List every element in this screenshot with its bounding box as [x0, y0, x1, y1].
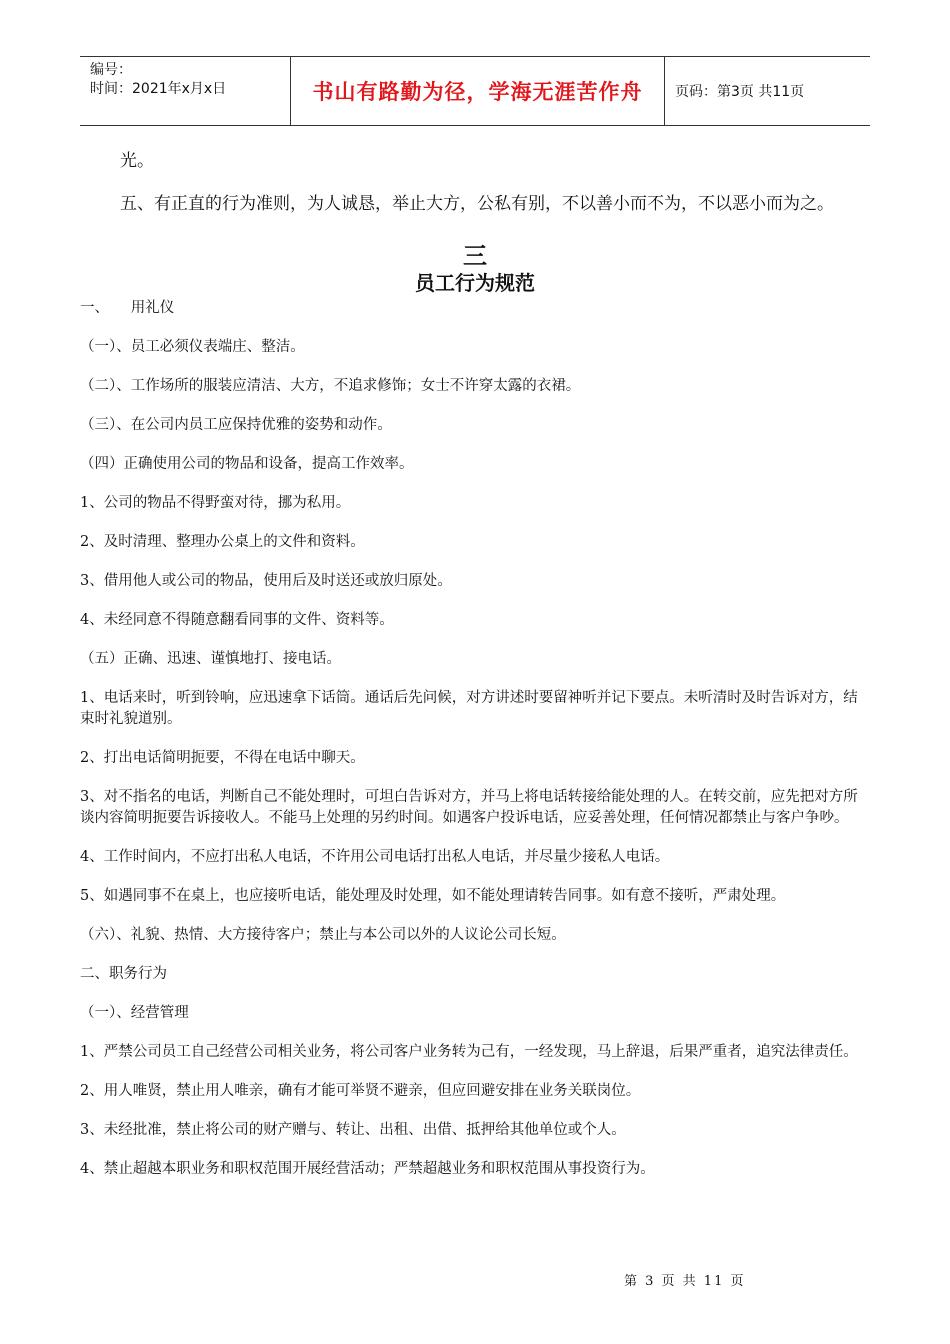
serial-label: 编号： [90, 62, 132, 78]
paragraph-list [80, 298, 870, 1180]
paragraph: 2、及时清理、整理办公桌上的文件和资料。 [80, 534, 365, 550]
paragraph: 一、 用礼仪 [80, 300, 175, 316]
paragraph: （五）正确、迅速、谨慎地打、接电话。 [80, 651, 341, 667]
paragraph: 2、打出电话简明扼要，不得在电话中聊天。 [80, 750, 365, 766]
paragraph: 1、公司的物品不得野蛮对待，挪为私用。 [80, 495, 351, 511]
paragraph: 1、电话来时，听到铃响，应迅速拿下话筒。通话后先问候，对方讲述时要留神听并记下要点。未听清时及时告诉对方，结束时礼貌道别。 [80, 690, 858, 727]
section-number: 三 [463, 242, 487, 270]
paragraph: （三）、在公司内员工应保持优雅的姿势和动作。 [80, 417, 392, 433]
paragraph: （一）、经营管理 [80, 1005, 189, 1021]
header-motto: 书山有路勤为径，学海无涯苦作舟 [291, 57, 665, 125]
paragraph: 1、严禁公司员工自己经营公司相关业务，将公司客户业务转为己有，一经发现，马上辞退，后果严重者，追究法律责任。 [80, 1044, 858, 1060]
paragraph: 4、工作时间内，不应打出私人电话，不许用公司电话打出私人电话，并尽量少接私人电话。 [80, 849, 670, 865]
section-title: 员工行为规范 [415, 271, 535, 295]
page-header [80, 56, 870, 126]
paragraph: （二）、工作场所的服装应清洁、大方，不追求修饰；女士不许穿太露的衣裙。 [80, 378, 581, 394]
paragraph: 3、对不指名的电话，判断自己不能处理时，可坦白告诉对方，并马上将电话转接给能处理的人。在转交前，应先把对方所谈内容简明扼要告诉接收人。不能马上处理的另约时间。如遇客户投诉电话，应妥善处理，任何情况都禁止与客户争吵。 [80, 789, 858, 826]
paragraph: 3、借用他人或公司的物品，使用后及时送还或放归原处。 [80, 573, 452, 589]
paragraph: （四）正确使用公司的物品和设备，提高工作效率。 [80, 456, 414, 472]
time-label: 时间：2021年x月x日 [90, 81, 227, 97]
intro-line-2: 五、有正直的行为准则，为人诚恳，举止大方，公私有别，不以善小而不为，不以恶小而为之。 [120, 194, 834, 214]
header-page-label: 页码：第3页 共11页 [675, 84, 805, 100]
document-body [80, 140, 870, 1180]
page-footer: 第 3 页 共 11 页 [624, 1274, 746, 1289]
paragraph: 3、未经批准，禁止将公司的财产赠与、转让、出租、出借、抵押给其他单位或个人。 [80, 1122, 626, 1138]
paragraph: 二、职务行为 [80, 966, 167, 982]
paragraph: （六）、礼貌、热情、大方接待客户；禁止与本公司以外的人议论公司长短。 [80, 927, 566, 943]
paragraph: 2、用人唯贤，禁止用人唯亲，确有才能可举贤不避亲，但应回避安排在业务关联岗位。 [80, 1083, 641, 1099]
paragraph: 4、禁止超越本职业务和职权范围开展经营活动；严禁超越业务和职权范围从事投资行为。 [80, 1161, 655, 1177]
intro-line-1: 光。 [120, 151, 154, 171]
paragraph: 4、未经同意不得随意翻看同事的文件、资料等。 [80, 612, 394, 628]
paragraph: 5、如遇同事不在桌上，也应接听电话，能处理及时处理，如不能处理请转告同事。如有意不接听，严肃处理。 [80, 888, 786, 904]
paragraph: （一）、员工必须仪表端庄、整洁。 [80, 339, 305, 355]
header-meta [80, 57, 291, 125]
